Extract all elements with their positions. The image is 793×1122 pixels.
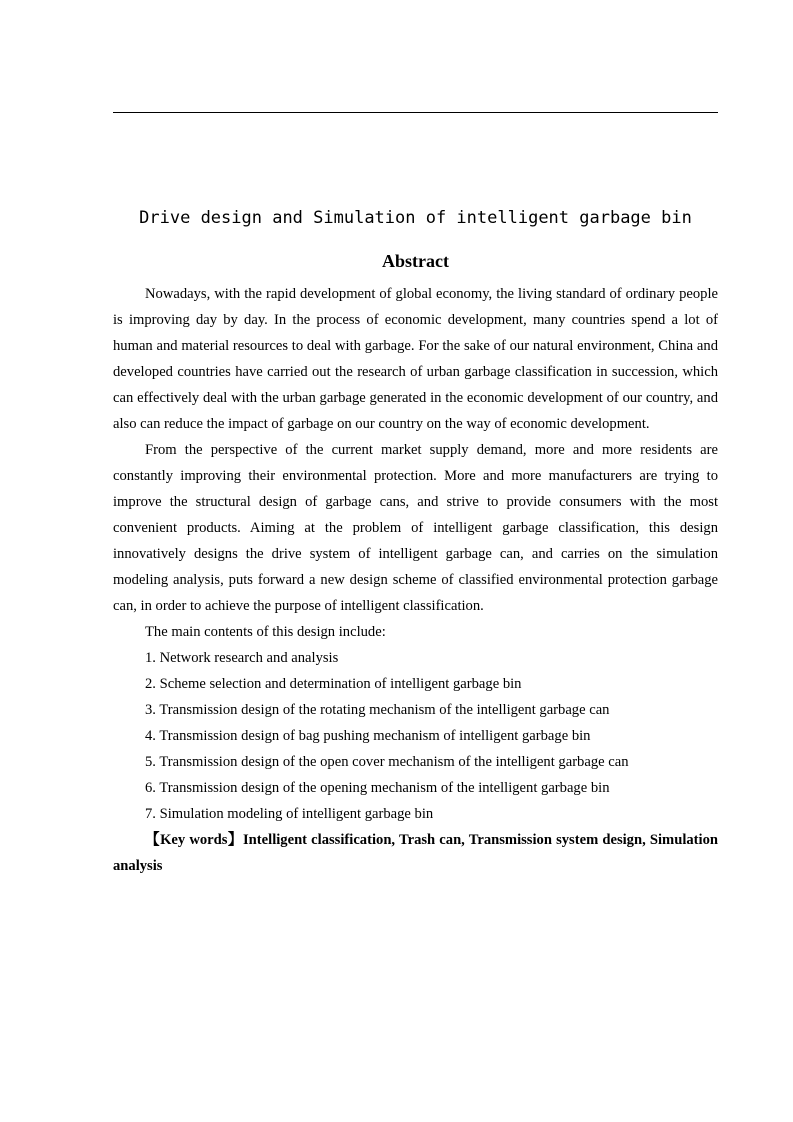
contents-item-3: 3. Transmission design of the rotating mechanism of the intelligent garbage can <box>145 702 610 718</box>
contents-item-6: 6. Transmission design of the opening mechanism of the intelligent garbage bin <box>145 780 610 796</box>
abstract-body <box>113 281 718 879</box>
keywords <box>113 827 718 879</box>
contents-item-1: 1. Network research and analysis <box>145 650 339 666</box>
header-rule <box>113 112 718 113</box>
keywords-label: 【Key words】 <box>145 832 243 848</box>
abstract-heading: Abstract <box>382 251 449 271</box>
contents-item-2: 2. Scheme selection and determination of intelligent garbage bin <box>145 676 522 692</box>
abstract-paragraph-2: From the perspective of the current market supply demand, more and more residents are constantly improving their environmental protection. More and more manufacturers are trying to improve the structural design of garbage cans, and strive to provide consumers with the most convenient products. Aiming at the problem of intelligent garbage classification, this design innovatively designs the drive system of intelligent garbage can, and carries on the simulation modeling analysis, puts forward a new design scheme of classified environmental protection garbage can, in order to achieve the purpose of intelligent classification. <box>113 442 718 614</box>
document-title: Drive design and Simulation of intelligent garbage bin <box>139 208 692 228</box>
contents-item-5: 5. Transmission design of the open cover mechanism of the intelligent garbage can <box>145 754 629 770</box>
contents-item-7: 7. Simulation modeling of intelligent garbage bin <box>145 806 434 822</box>
abstract-paragraph-1: Nowadays, with the rapid development of global economy, the living standard of ordinary people is improving day by day. In the process of economic development, many countries spend a lot of human and material resources to deal with garbage. For the sake of our natural environment, China and developed countries have carried out the research of urban garbage classification in succession, which can effectively deal with the urban garbage generated in the economic development of our country, and also can reduce the impact of garbage on our country on the way of economic development. <box>113 286 718 432</box>
contents-item-4: 4. Transmission design of bag pushing mechanism of intelligent garbage bin <box>145 728 591 744</box>
contents-intro: The main contents of this design include: <box>145 624 386 640</box>
keywords-text: Intelligent classification, Trash can, Transmission system design, Simulation analysis <box>113 832 718 874</box>
